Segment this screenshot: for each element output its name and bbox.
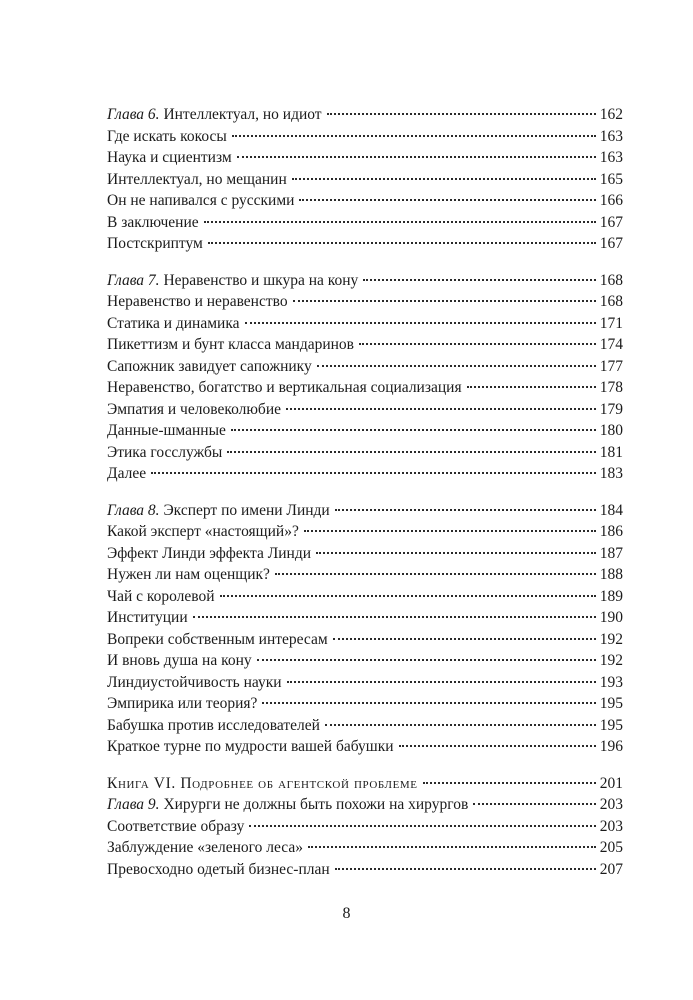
toc-entry-title: [107, 212, 199, 234]
chapter-title: Эксперт по имени Линди: [159, 501, 330, 519]
toc-page-number: 167: [599, 213, 623, 231]
toc-entry[interactable]: [107, 399, 623, 421]
section-title: Чай с королевой: [107, 587, 215, 605]
toc-page-number: 205: [599, 839, 623, 856]
toc-page-number: 162: [599, 106, 623, 123]
section-title: Этика госслужбы: [107, 443, 223, 461]
toc-page-number: 187: [599, 544, 623, 562]
dot-leader: [220, 595, 596, 597]
toc-entry-title: [107, 233, 203, 255]
section-title: Вопреки собственным интересам: [107, 630, 328, 648]
toc-page-number: 192: [599, 652, 623, 669]
toc-page-number: 168: [599, 293, 623, 310]
section-title: Интеллектуал, но мещанин: [107, 170, 287, 188]
dot-leader: [249, 825, 595, 827]
section-title: Какой эксперт «настоящий»?: [107, 523, 299, 540]
toc-entry-title: [107, 463, 146, 485]
section-title: Пикеттизм и бунт класса мандаринов: [107, 336, 355, 353]
toc-entry[interactable]: [107, 126, 623, 148]
chapter-label: Глава 7.: [107, 271, 160, 289]
toc-entry-title: [107, 837, 303, 859]
book-title: Подробнее об агентской проблеме: [175, 774, 418, 792]
section-title: Статика и динамика: [107, 314, 240, 332]
toc-page-number: 207: [599, 860, 623, 878]
toc-entry-title: [107, 773, 418, 795]
toc-entry-title: [107, 650, 252, 672]
section-title: И вновь душа на кону: [107, 652, 252, 669]
dot-leader: [204, 221, 596, 223]
section-title: Соответствие образу: [107, 817, 245, 835]
toc-entry[interactable]: [107, 334, 623, 356]
toc-page-number: 167: [599, 235, 623, 252]
toc-entry-title: [107, 377, 462, 399]
toc-entry[interactable]: [107, 463, 623, 485]
dot-leader: [275, 573, 596, 575]
section-title: Данные-шманные: [107, 422, 226, 439]
toc-entry[interactable]: [107, 377, 623, 399]
toc-entry[interactable]: [107, 773, 623, 795]
toc-entry-title: [107, 543, 311, 565]
section-title: Краткое турне по мудрости вашей бабушки: [107, 738, 394, 755]
toc-page-number: 186: [599, 523, 623, 540]
toc-page-number: 165: [599, 170, 623, 188]
dot-leader: [423, 782, 596, 784]
section-title: В заключение: [107, 213, 199, 231]
section-title: Превосходно одетый бизнес-план: [107, 860, 330, 878]
dot-leader: [231, 429, 596, 431]
toc-entry[interactable]: [107, 564, 623, 586]
toc-page-number: 177: [599, 357, 623, 375]
section-title: Неравенство и неравенство: [107, 293, 288, 310]
section-title: Эффект Линди эффекта Линди: [107, 544, 312, 562]
section-title: Постскриптум: [107, 235, 203, 252]
toc-entry-title: [107, 607, 188, 629]
section-title: Эмпатия и человеколюбие: [107, 400, 281, 418]
toc-section: [107, 104, 623, 255]
dot-leader: [304, 530, 596, 532]
dot-leader: [327, 113, 596, 115]
dot-leader: [299, 199, 595, 201]
toc-page-number: 195: [599, 695, 623, 712]
toc-page-number: 201: [599, 774, 623, 792]
toc-page-number: 184: [599, 501, 623, 519]
section-title: Сапожник завидует сапожнику: [107, 357, 312, 375]
table-of-contents: [107, 104, 623, 895]
toc-entry-title: [107, 564, 270, 586]
toc-page-number: 178: [599, 379, 623, 396]
dot-leader: [467, 386, 596, 388]
toc-entry-title: [107, 313, 240, 335]
chapter-title: Интеллектуал, но идиот: [159, 106, 322, 123]
toc-entry[interactable]: [107, 313, 623, 335]
toc-page-number: 174: [599, 336, 623, 353]
toc-entry-title: [107, 399, 281, 421]
toc-entry-title: [107, 420, 226, 442]
toc-entry[interactable]: [107, 837, 623, 859]
toc-entry[interactable]: [107, 629, 623, 651]
toc-page-number: 196: [599, 738, 623, 755]
toc-entry-title: [107, 629, 328, 651]
dot-leader: [293, 300, 596, 302]
toc-entry-title: [107, 794, 468, 816]
dot-leader: [257, 659, 596, 661]
toc-entry-title: [107, 104, 322, 126]
toc-entry[interactable]: [107, 420, 623, 442]
toc-entry[interactable]: [107, 500, 623, 522]
dot-leader: [333, 638, 596, 640]
dot-leader: [363, 279, 595, 281]
dot-leader: [287, 681, 596, 683]
toc-section: [107, 773, 623, 881]
dot-leader: [359, 343, 596, 345]
toc-entry[interactable]: [107, 736, 623, 758]
section-title: Заблуждение «зеленого леса»: [107, 839, 303, 856]
toc-entry[interactable]: [107, 586, 623, 608]
toc-page-number: 179: [599, 400, 623, 418]
toc-entry[interactable]: [107, 672, 623, 694]
dot-leader: [335, 868, 596, 870]
dot-leader: [245, 322, 596, 324]
section-title: Бабушка против исследователей: [107, 716, 320, 734]
toc-entry[interactable]: [107, 442, 623, 464]
chapter-label: Глава 9.: [107, 796, 160, 813]
toc-page-number: 163: [599, 149, 623, 166]
section-title: Нужен ли нам оценщик?: [107, 566, 270, 583]
toc-page-number: 203: [599, 796, 623, 813]
toc-entry[interactable]: [107, 794, 623, 816]
toc-entry-title: [107, 521, 299, 543]
toc-entry-title: [107, 291, 288, 313]
toc-entry[interactable]: [107, 650, 623, 672]
dot-leader: [193, 616, 596, 618]
dot-leader: [317, 365, 596, 367]
toc-entry-title: [107, 715, 320, 737]
toc-entry[interactable]: [107, 356, 623, 378]
toc-page-number: 189: [599, 587, 623, 605]
section-title: Неравенство, богатство и вертикальная социализация: [107, 379, 462, 396]
toc-section: [107, 270, 623, 485]
toc-entry[interactable]: [107, 169, 623, 191]
toc-page-number: 163: [599, 127, 623, 145]
section-title: Институции: [107, 609, 188, 626]
toc-page-number: 171: [599, 314, 623, 332]
section-title: Наука и сциентизм: [107, 149, 232, 166]
chapter-label: Глава 6.: [107, 106, 160, 123]
toc-entry[interactable]: [107, 521, 623, 543]
toc-page-number: 166: [599, 192, 623, 209]
toc-entry[interactable]: [107, 291, 623, 313]
chapter-title: Хирурги не должны быть похожи на хирургов: [159, 796, 469, 813]
toc-entry[interactable]: [107, 212, 623, 234]
toc-entry[interactable]: [107, 693, 623, 715]
dot-leader: [335, 509, 596, 511]
dot-leader: [316, 552, 596, 554]
toc-section: [107, 500, 623, 758]
toc-entry[interactable]: [107, 190, 623, 212]
toc-entry-title: [107, 736, 394, 758]
toc-page-number: 180: [599, 422, 623, 439]
toc-entry-title: [107, 442, 222, 464]
dot-leader: [237, 156, 596, 158]
toc-page-number: 192: [599, 630, 623, 648]
toc-entry-title: [107, 500, 330, 522]
toc-entry[interactable]: [107, 104, 623, 126]
toc-entry-title: [107, 270, 358, 292]
toc-entry[interactable]: [107, 715, 623, 737]
toc-page-number: 168: [599, 271, 623, 289]
page-number: 8: [342, 905, 351, 922]
dot-leader: [292, 178, 596, 180]
dot-leader: [262, 702, 595, 704]
toc-entry-title: [107, 693, 257, 715]
toc-page-number: 193: [599, 673, 623, 691]
toc-entry[interactable]: [107, 816, 623, 838]
toc-page-number: 203: [599, 817, 623, 835]
section-title: Эмпирика или теория?: [107, 695, 258, 712]
toc-entry[interactable]: [107, 233, 623, 255]
dot-leader: [325, 724, 596, 726]
toc-page-number: 188: [599, 566, 623, 583]
toc-entry-title: [107, 356, 312, 378]
toc-page-number: 190: [599, 609, 623, 626]
toc-entry[interactable]: [107, 543, 623, 565]
dot-leader: [227, 451, 595, 453]
toc-entry-title: [107, 816, 244, 838]
toc-entry-title: [107, 190, 294, 212]
toc-entry-title: [107, 672, 282, 694]
dot-leader: [208, 242, 596, 244]
toc-entry[interactable]: [107, 270, 623, 292]
section-title: Он не напивался с русскими: [107, 192, 295, 209]
toc-entry-title: [107, 169, 287, 191]
toc-entry-title: [107, 126, 227, 148]
toc-page-number: 183: [599, 465, 623, 482]
toc-entry-title: [107, 859, 330, 881]
toc-entry-title: [107, 147, 232, 169]
dot-leader: [473, 803, 595, 805]
chapter-title: Неравенство и шкура на кону: [159, 271, 359, 289]
toc-entry-title: [107, 334, 354, 356]
toc-entry[interactable]: [107, 607, 623, 629]
section-title: Где искать кокосы: [107, 127, 227, 145]
toc-page-number: 195: [599, 716, 623, 734]
section-title: Далее: [107, 465, 147, 482]
toc-page-number: 181: [599, 443, 623, 461]
toc-entry[interactable]: [107, 859, 623, 881]
dot-leader: [232, 135, 596, 137]
toc-entry-title: [107, 586, 215, 608]
section-title: Линдиустойчивость науки: [107, 673, 282, 691]
dot-leader: [308, 846, 596, 848]
dot-leader: [399, 745, 596, 747]
chapter-label: Глава 8.: [107, 501, 160, 519]
toc-entry[interactable]: [107, 147, 623, 169]
dot-leader: [286, 408, 596, 410]
book-label: Книга VI.: [107, 774, 176, 792]
dot-leader: [151, 472, 596, 474]
